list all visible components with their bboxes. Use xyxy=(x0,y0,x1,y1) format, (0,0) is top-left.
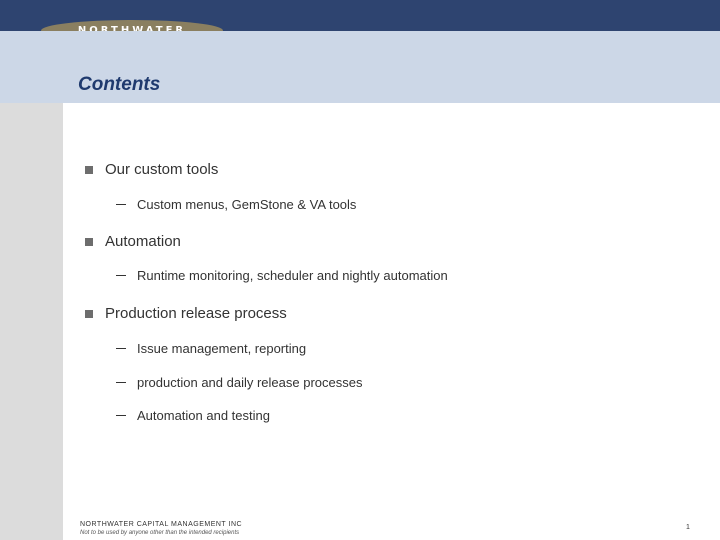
sub-bullet-text: Custom menus, GemStone & VA tools xyxy=(137,197,357,212)
sub-bullet-item xyxy=(116,375,362,390)
sub-bullet-item xyxy=(116,268,448,283)
slide-title: Contents xyxy=(78,74,161,95)
dash-bullet-icon xyxy=(116,415,126,416)
bullet-text: Automation xyxy=(105,233,181,250)
title-band xyxy=(63,31,720,103)
bullet-text: Our custom tools xyxy=(105,161,219,178)
left-title-strip xyxy=(0,31,63,103)
bullet-item xyxy=(85,305,287,322)
square-bullet-icon xyxy=(85,238,93,246)
sub-bullet-text: Automation and testing xyxy=(137,408,270,423)
dash-bullet-icon xyxy=(116,204,126,205)
left-margin-strip xyxy=(0,31,63,540)
bullet-text: Production release process xyxy=(105,305,287,322)
page-number: 1 xyxy=(686,524,690,531)
sub-bullet-item xyxy=(116,408,270,423)
sub-bullet-text: Runtime monitoring, scheduler and nightly automation xyxy=(137,268,448,283)
sub-bullet-text: production and daily release processes xyxy=(137,375,363,390)
dash-bullet-icon xyxy=(116,275,126,276)
sub-bullet-item xyxy=(116,341,306,356)
bullet-item xyxy=(85,233,181,250)
dash-bullet-icon xyxy=(116,382,126,383)
square-bullet-icon xyxy=(85,310,93,318)
sub-bullet-text: Issue management, reporting xyxy=(137,341,307,356)
footer-disclaimer: Not to be used by anyone other than the intended recipients xyxy=(80,530,240,536)
dash-bullet-icon xyxy=(116,348,126,349)
sub-bullet-item xyxy=(116,197,356,212)
footer-company: NORTHWATER CAPITAL MANAGEMENT INC xyxy=(80,521,243,528)
square-bullet-icon xyxy=(85,166,93,174)
bullet-item xyxy=(85,161,218,178)
